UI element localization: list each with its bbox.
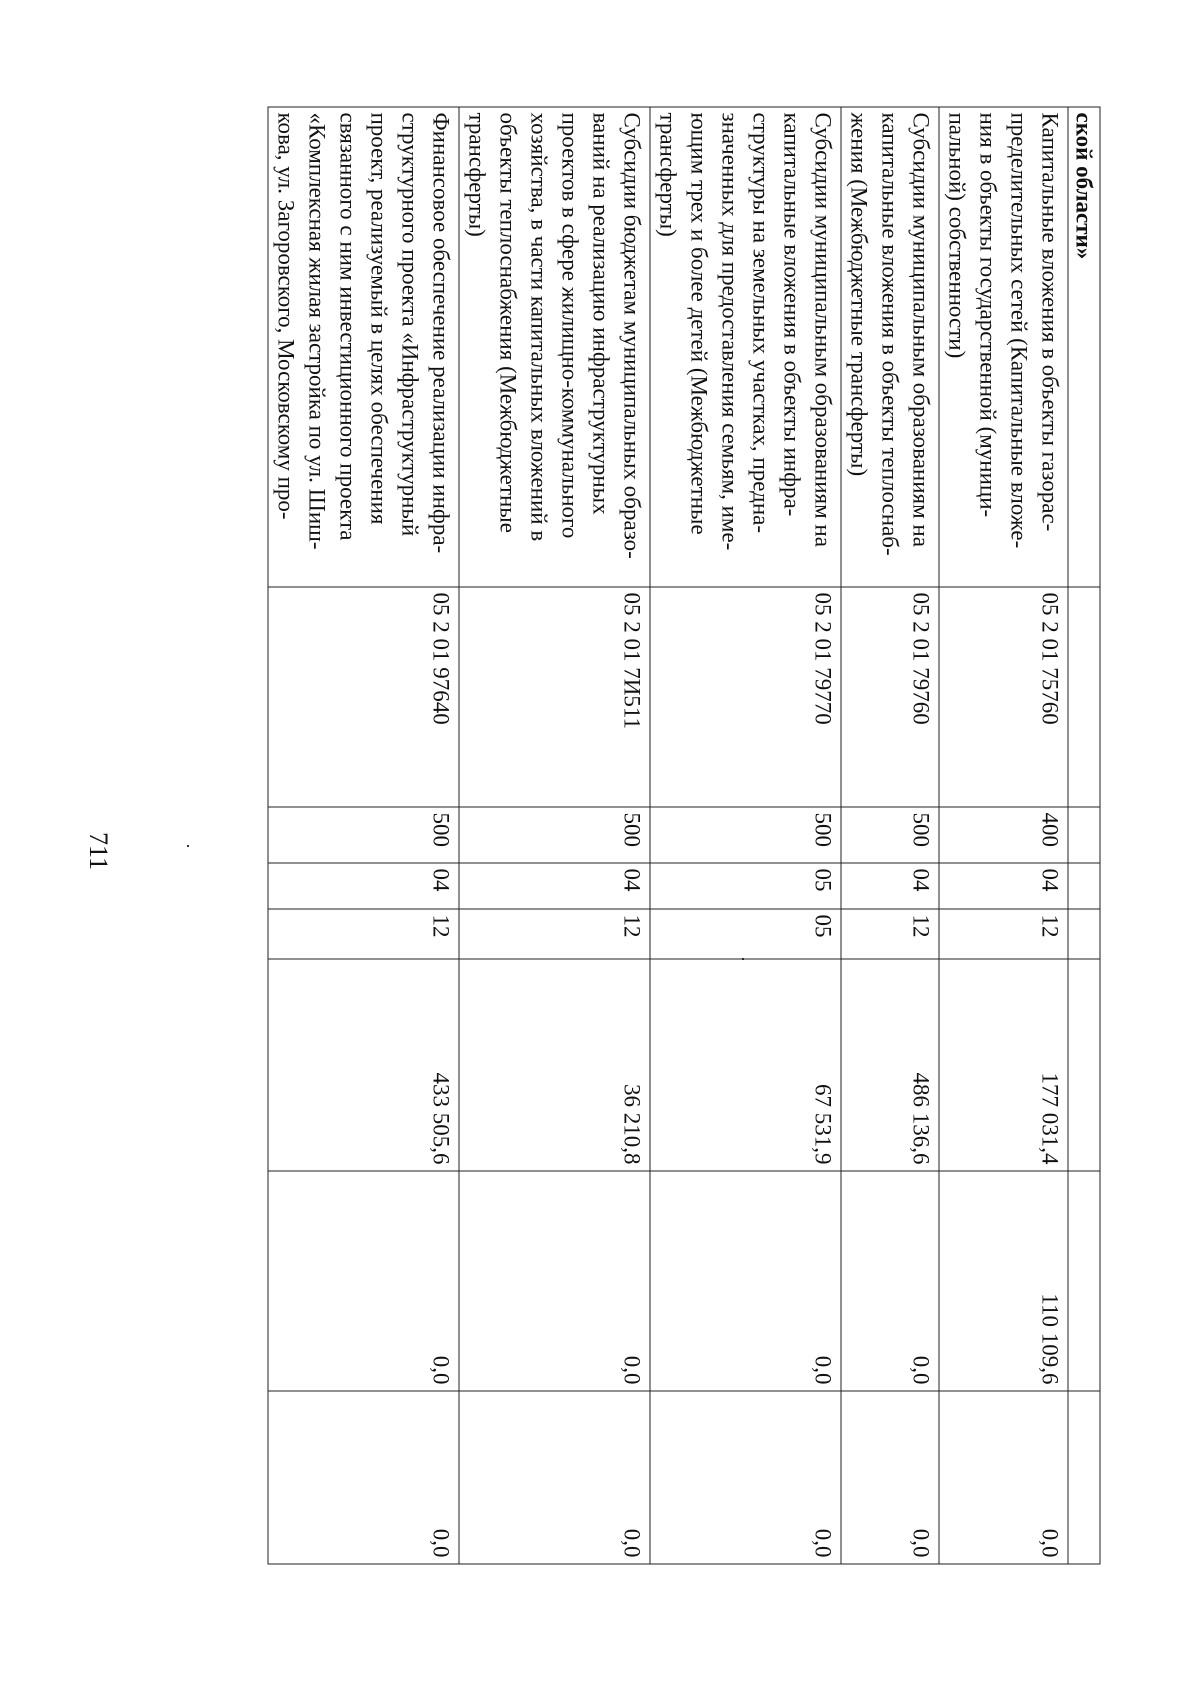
- row-pr: 12: [841, 909, 939, 959]
- header-cell: [1068, 107, 1100, 587]
- row-sum-3: 0,0: [268, 1391, 459, 1564]
- row-sum-2: 0,0: [841, 1171, 939, 1391]
- row-rz: 04: [268, 863, 459, 909]
- row-sum-1: 67 531,9: [650, 959, 841, 1171]
- table-row: [268, 107, 459, 1564]
- header-text: ской области»: [1071, 112, 1097, 260]
- row-sum-1: 177 031,4: [939, 959, 1068, 1171]
- row-pr: 12: [459, 909, 650, 959]
- row-code: 05 2 01 79770: [650, 587, 841, 807]
- row-pr: 12: [268, 909, 459, 959]
- row-rz: 04: [939, 863, 1068, 909]
- row-vr: 500: [459, 807, 650, 863]
- page-number: 711: [84, 831, 113, 871]
- row-name: Финансовое обеспечение реализации инфра-структурного проекта «Инфраструктурный проект, реализуемый в целях обеспечения связанного с ним инвестиционного проекта «Комплексная жилая застройка по ул. Шиш-кова, ул. Загоровского, Московскому про-: [268, 107, 459, 587]
- row-sum-1: 433 505,6: [268, 959, 459, 1171]
- row-sum-3: 0,0: [650, 1391, 841, 1564]
- scan-speck: [187, 845, 189, 847]
- budget-table-rotated: [203, 107, 1101, 1564]
- table-row: [841, 107, 939, 1564]
- row-vr: 500: [841, 807, 939, 863]
- row-sum-2: 0,0: [650, 1171, 841, 1391]
- row-sum-1: 36 210,8: [459, 959, 650, 1171]
- row-sum-3: 0,0: [939, 1391, 1068, 1564]
- row-name: Субсидии муниципальным образованиям на капитальные вложения в объекты инфра-структуры на земельных участках, предна-значенных для предоставления семьям, име-ющим трех и более детей (Межбюджетные трансферты): [650, 107, 841, 587]
- table-row: [459, 107, 650, 1564]
- row-vr: 500: [650, 807, 841, 863]
- row-sum-3: 0,0: [841, 1391, 939, 1564]
- table-header-row: [1068, 107, 1100, 1564]
- table-row: [939, 107, 1068, 1564]
- row-pr: 12: [939, 909, 1068, 959]
- row-code: 05 2 01 97640: [268, 587, 459, 807]
- row-pr: 05: [650, 909, 841, 959]
- row-rz: 04: [459, 863, 650, 909]
- row-code: 05 2 01 79760: [841, 587, 939, 807]
- row-code: 05 2 01 75760: [939, 587, 1068, 807]
- row-sum-1: 486 136,6: [841, 959, 939, 1171]
- row-sum-2: 110 109,6: [939, 1171, 1068, 1391]
- row-vr: 400: [939, 807, 1068, 863]
- row-rz: 04: [841, 863, 939, 909]
- row-sum-2: 0,0: [268, 1171, 459, 1391]
- row-code: 05 2 01 7И511: [459, 587, 650, 807]
- row-sum-2: 0,0: [459, 1171, 650, 1391]
- row-sum-3: 0,0: [459, 1391, 650, 1564]
- row-vr: 500: [268, 807, 459, 863]
- budget-table: [268, 107, 1101, 1565]
- row-name: Капитальные вложения в объекты газорас-пределительных сетей (Капитальные вложе-ния в объекты государственной (муници-пальной) собственности): [939, 107, 1068, 587]
- table-row: [650, 107, 841, 1564]
- row-rz: 05: [650, 863, 841, 909]
- row-name: Субсидии муниципальным образованиям на капитальные вложения в объекты теплоснаб-жения (Межбюджетные трансферты): [841, 107, 939, 587]
- row-name: Субсидии бюджетам муниципальных образо-ваний на реализацию инфраструктурных проектов в сфере жилищно-коммунального хозяйства, в части капитальных вложений в объекты теплоснабжения (Межбюджетные трансферты): [459, 107, 650, 587]
